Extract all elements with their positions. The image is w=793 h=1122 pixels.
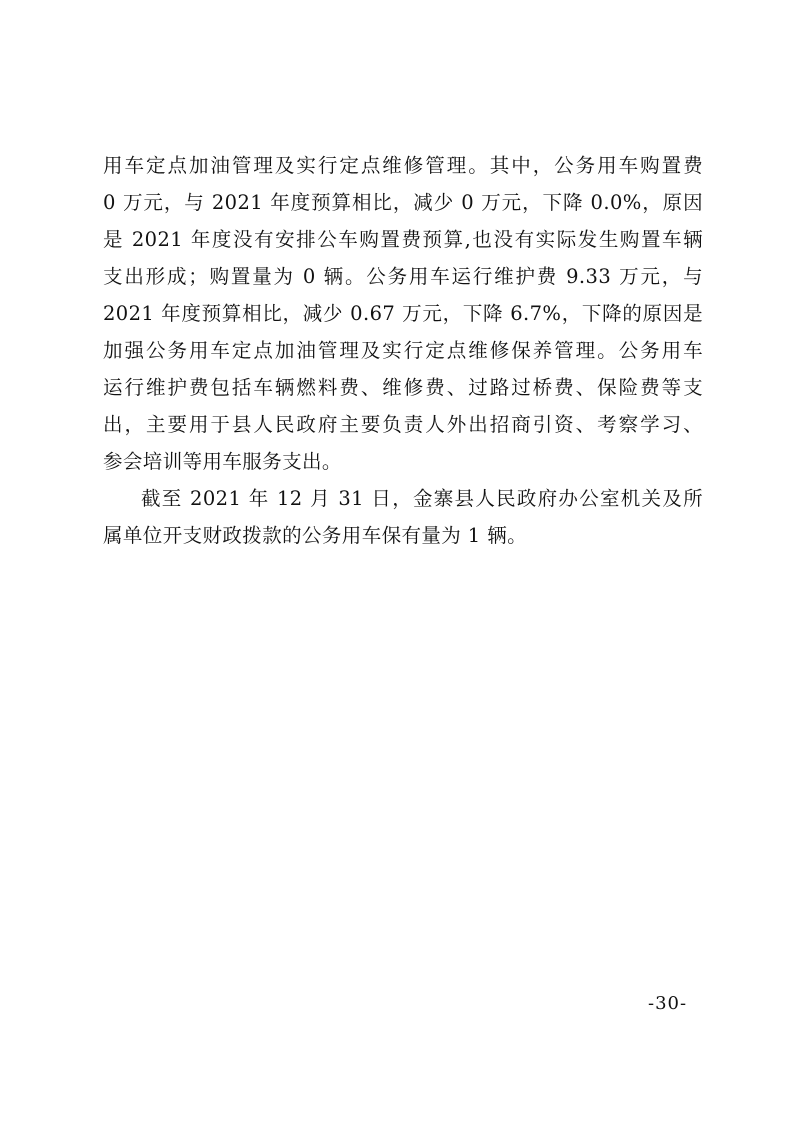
page-number: -30-	[648, 993, 688, 1014]
text-line: 支出形成；购置量为 0 辆。公务用车运行维护费 9.33 万元，与	[103, 265, 703, 288]
text-line: 运行维护费包括车辆燃料费、维修费、过路过桥费、保险费等支	[103, 376, 703, 399]
paragraph-vehicle-costs	[103, 147, 703, 480]
text-line: 出，主要用于县人民政府主要负责人外出招商引资、考察学习、	[103, 413, 703, 436]
paragraph-vehicle-count	[103, 480, 703, 554]
text-line: 2021 年度预算相比，减少 0.67 万元，下降 6.7%，下降的原因是	[103, 302, 703, 325]
text-line: 用车定点加油管理及实行定点维修管理。其中，公务用车购置费	[103, 154, 703, 177]
text-line: 0 万元，与 2021 年度预算相比，减少 0 万元，下降 0.0%，原因	[103, 191, 703, 214]
text-line: 截至 2021 年 12 月 31 日，金寨县人民政府办公室机关及所	[141, 487, 703, 510]
text-line: 是 2021 年度没有安排公车购置费预算,也没有实际发生购置车辆	[103, 228, 703, 251]
text-line: 参会培训等用车服务支出。	[103, 450, 342, 473]
text-line: 加强公务用车定点加油管理及实行定点维修保养管理。公务用车	[103, 339, 703, 362]
text-line: 属单位开支财政拨款的公务用车保有量为 1 辆。	[103, 524, 528, 547]
body-text	[103, 147, 703, 554]
